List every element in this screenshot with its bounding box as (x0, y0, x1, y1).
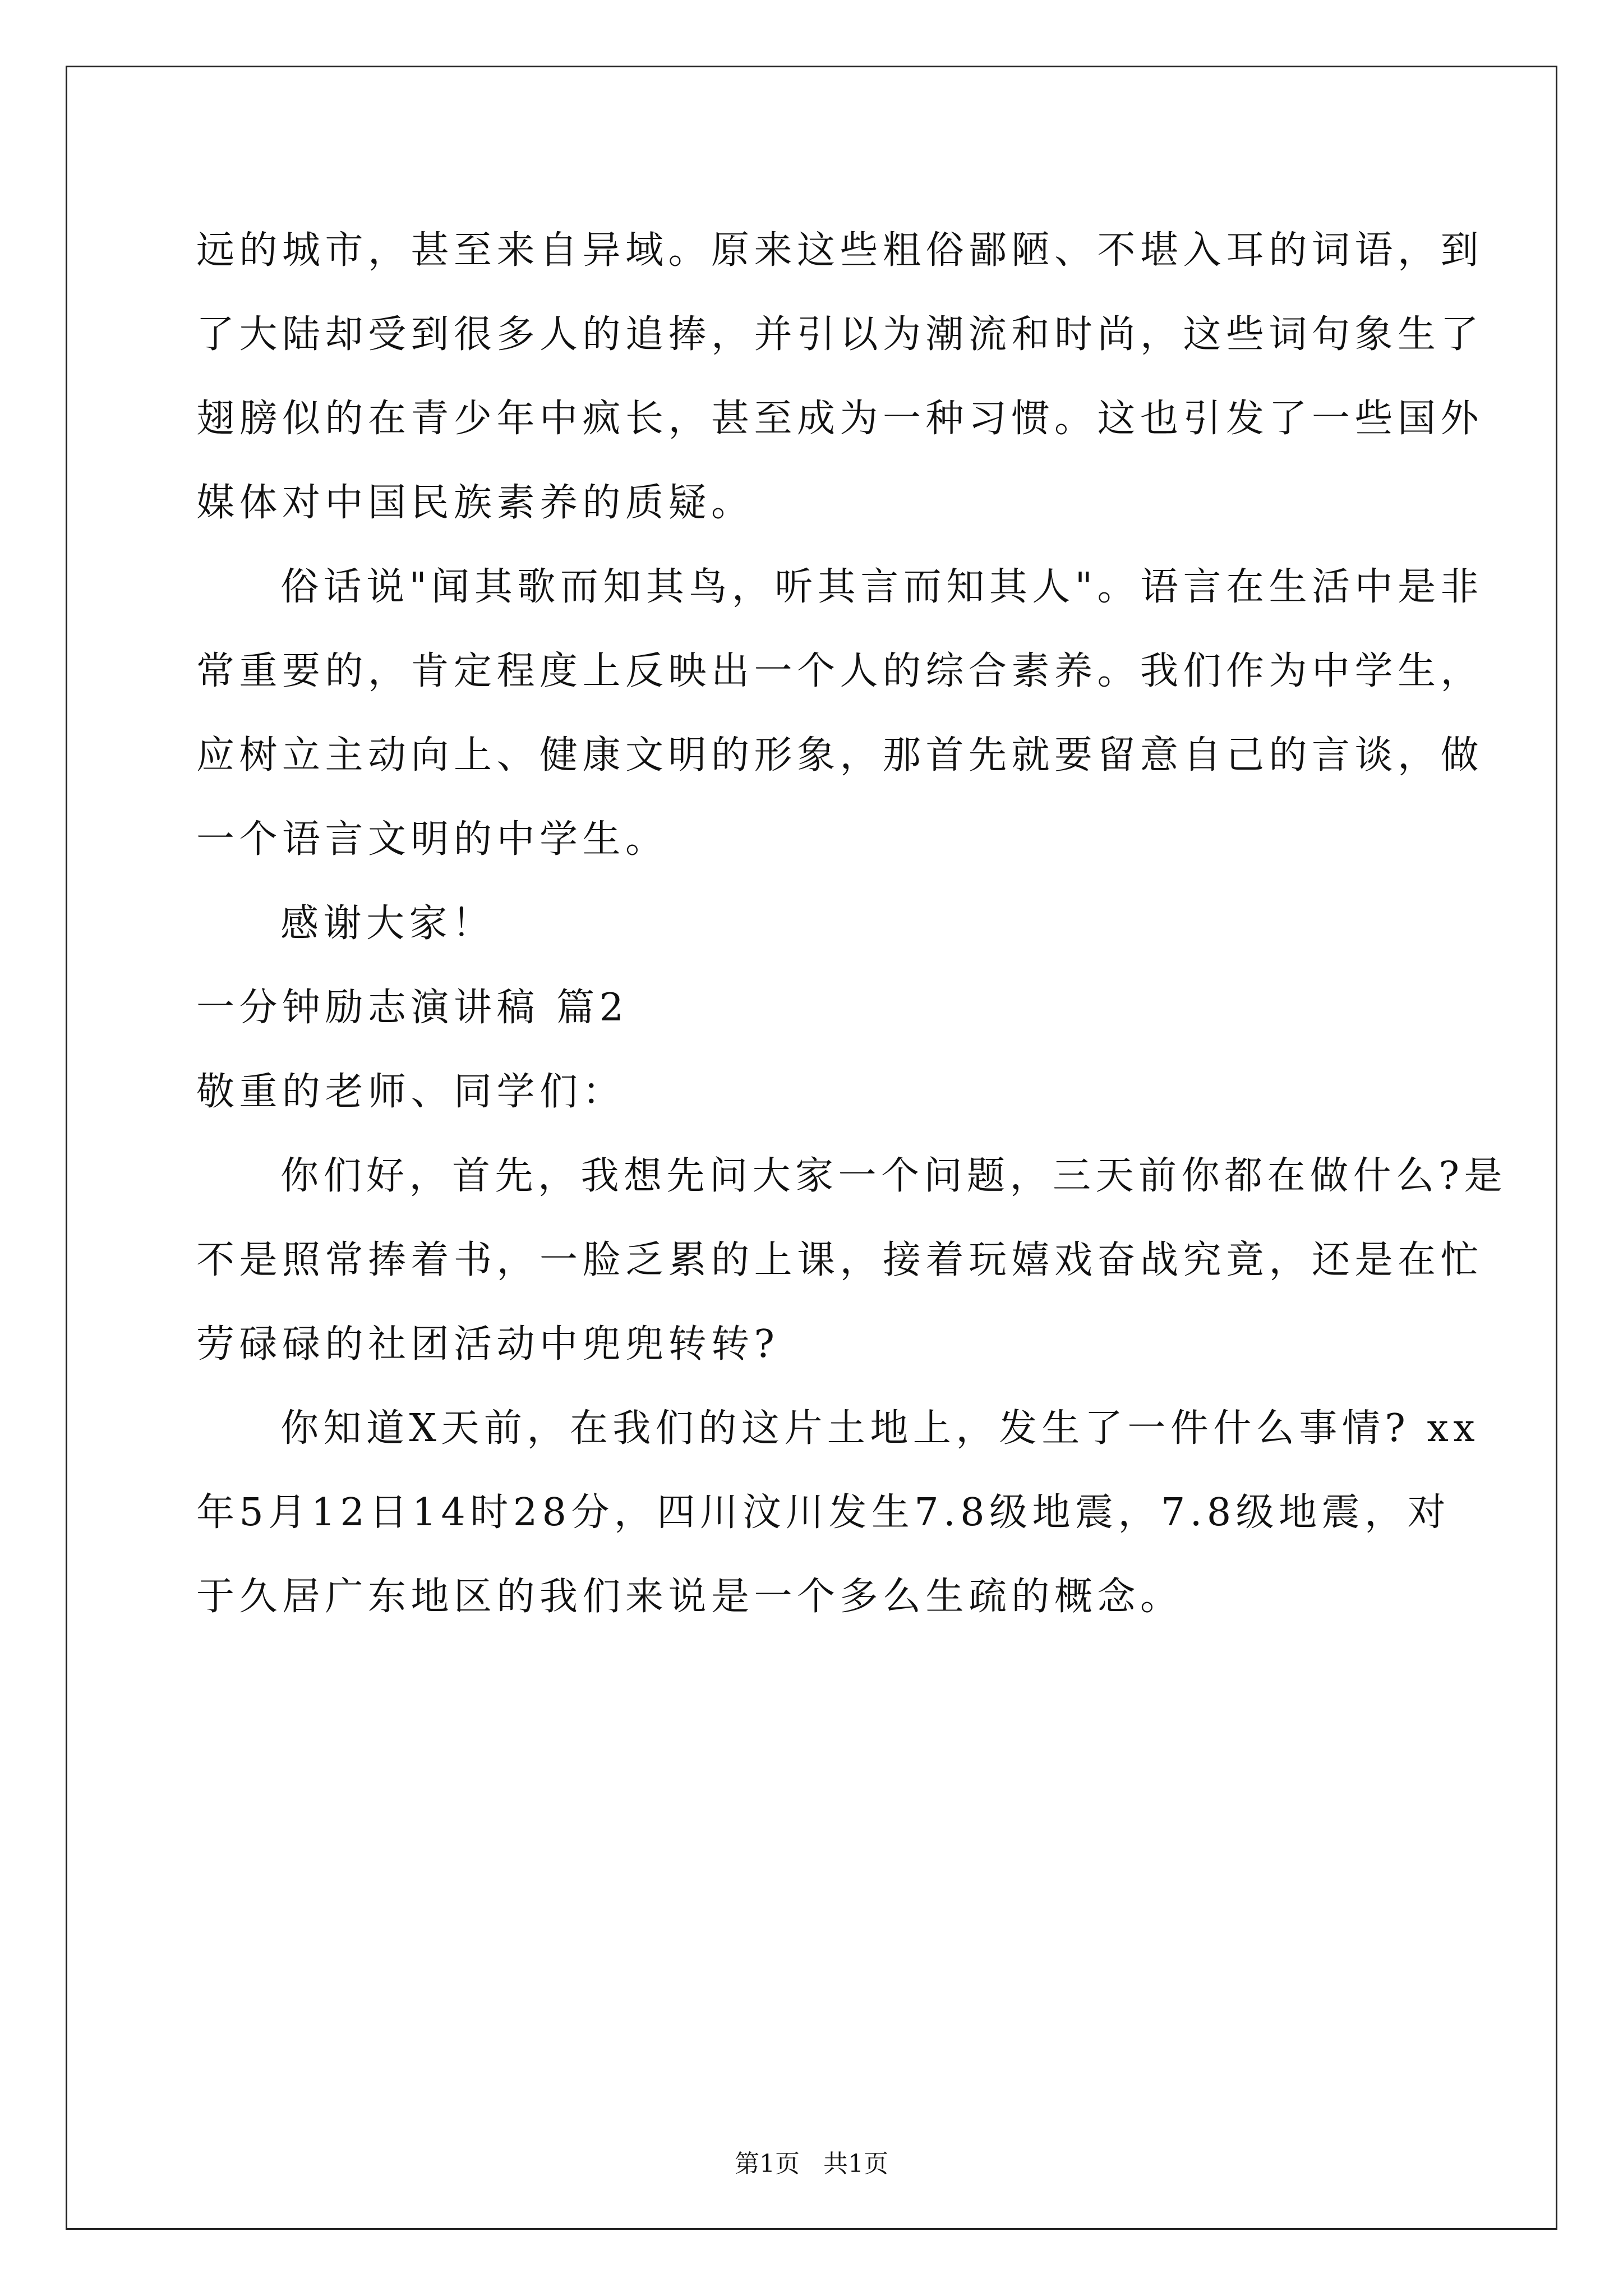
paragraph-line: 不是照常捧着书，一脸乏累的上课，接着玩嬉戏奋战究竟，还是在忙 (196, 1238, 1484, 1282)
paragraph-line: 你们好，首先，我想先问大家一个问题，三天前你都在做什么?是 (280, 1154, 1507, 1198)
paragraph-line: 媒体对中国民族素养的质疑。 (196, 481, 754, 525)
section-heading: 一分钟励志演讲稿 篇2 (196, 986, 629, 1030)
paragraph-line: 远的城市，甚至来自异域。原来这些粗俗鄙陋、不堪入耳的词语，到 (196, 228, 1484, 273)
salutation: 敬重的老师、同学们： (196, 1070, 626, 1114)
paragraph-line: 年5月12日14时28分，四川汶川发生7.8级地震，7.8级地震，对 (196, 1490, 1451, 1535)
paragraph-line: 劳碌碌的社团活动中兜兜转转? (196, 1322, 780, 1366)
paragraph-line: 了大陆却受到很多人的追捧，并引以为潮流和时尚，这些词句象生了 (196, 312, 1484, 357)
paragraph-line: 应树立主动向上、健康文明的形象，那首先就要留意自己的言谈，做 (196, 733, 1484, 777)
paragraph-line: 翅膀似的在青少年中疯长，甚至成为一种习惯。这也引发了一些国外 (196, 397, 1484, 441)
closing-line: 感谢大家！ (280, 901, 495, 946)
page-border (66, 66, 1557, 2230)
paragraph-line: 你知道X天前，在我们的这片土地上，发生了一件什么事情? xx (280, 1406, 1480, 1451)
paragraph-line: 一个语言文明的中学生。 (196, 817, 668, 862)
page-number-footer: 第1页 共1页 (735, 2150, 888, 2178)
paragraph-line: 于久居广东地区的我们来说是一个多么生疏的概念。 (196, 1575, 1183, 1619)
paragraph-line: 常重要的，肯定程度上反映出一个人的综合素养。我们作为中学生， (196, 649, 1484, 693)
paragraph-line: 俗话说"闻其歌而知其鸟，听其言而知其人"。语言在生活中是非 (280, 565, 1484, 609)
